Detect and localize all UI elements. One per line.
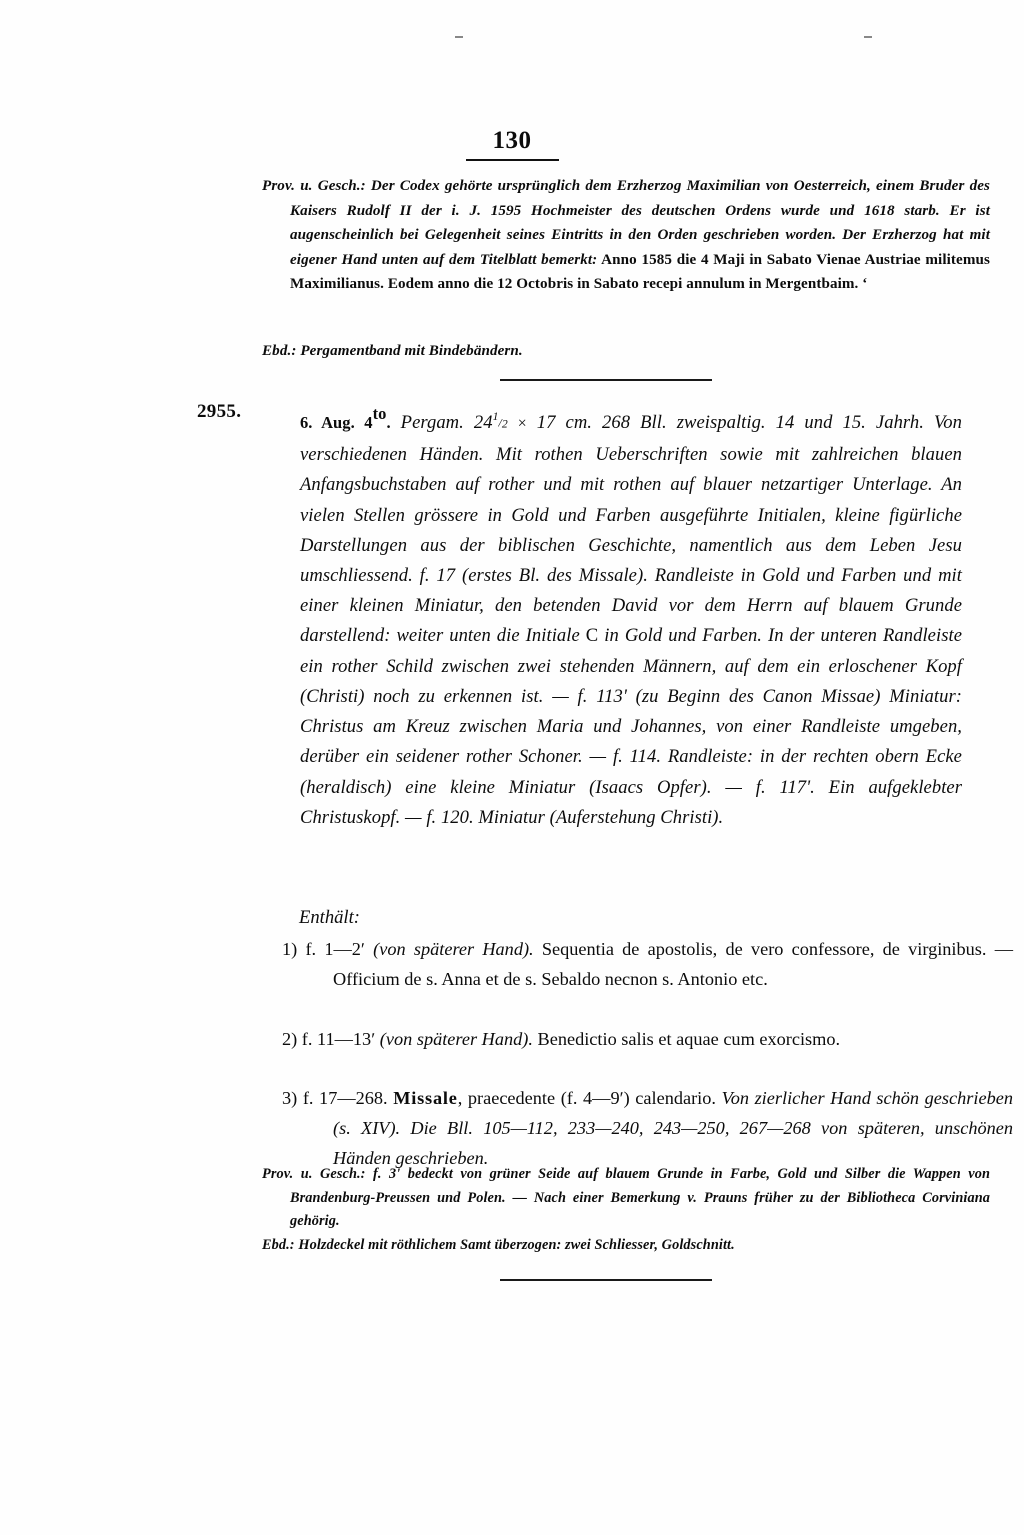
item-hand-note-2: (von späterer Hand).: [379, 1029, 533, 1049]
entry-material-dimensions: Pergam. 24: [400, 412, 493, 434]
item-folio-range-3: f. 17—268.: [297, 1088, 394, 1108]
item-body-italic-3: Von zierlicher Hand schön geschrieben (s. XIV). Die Bll. 105—112, 233—240, 243—250, 267—268 von späteren, unschönen Händen geschrieben.: [333, 1088, 1013, 1168]
contents-item-3: [282, 1084, 1013, 1173]
page-number-container: [0, 128, 1024, 156]
contents-item-2: [282, 1025, 1013, 1055]
item-body-roman-3: , praecedente (f. 4—9ʹ) calendario.: [457, 1088, 722, 1108]
binding-label-bottom: Ebd.:: [262, 1237, 295, 1253]
provenance-label-top: Prov. u. Gesch.:: [262, 178, 366, 194]
item-folio-range-2: f. 11—13ʹ: [297, 1029, 380, 1049]
scan-speckle: [455, 36, 463, 38]
entry-date-label: 6. Aug. 4: [300, 413, 373, 433]
item-folio-range-1: f. 1—2ʹ: [297, 939, 374, 959]
provenance-label-bottom: Prov. u. Gesch.:: [262, 1166, 366, 1182]
item-hand-note-1: (von späterer Hand).: [373, 939, 534, 959]
item-title-missale: Missale: [393, 1088, 458, 1108]
entry-description-cont: in Gold und Farben. In der unteren Randleiste ein rother Schild zwischen zwei stehenden Männern, auf dem ein erloschener Kopf (Christi) noch zu erkennen ist. — f. 113ʹ (zu Beginn des Canon Missae) Miniatur: Christus am Kreuz zwischen Maria und Johannes, von einer Randleiste umgeben, derüber ein seidener rother Schoner. — f. 114. Randleiste: in der rechten obern Ecke (heraldisch) eine kleine Miniatur (Isaacs Opfer). — f. 117ʹ. Ein aufgeklebter Christuskopf. — f. 120. Miniatur (Auferstehung Christi).: [300, 625, 962, 828]
scan-speckle: [864, 36, 872, 38]
item-body-1: Sequentia de apostolis, de vero confessore, de virginibus. — Officium de s. Anna et de s. Sebaldo necnon s. Antonio etc.: [333, 939, 1013, 989]
catalog-entry-description: [300, 399, 962, 833]
binding-text-bottom: Holzdeckel mit röthlichem Samt überzogen: zwei Schliesser, Goldschnitt.: [294, 1237, 735, 1253]
binding-label-top: Ebd.:: [262, 343, 297, 359]
section-divider-top: [500, 379, 712, 381]
fraction-denominator: 2: [501, 418, 508, 432]
item-marker-1: 1): [282, 939, 298, 959]
provenance-roman-text-top: Anno 1585 die 4 Maji in Sabato Vienae Austriae militemus Maximilianus. Eodem anno die 12 Octobris in Sabato recepi annulum in Mergentbaim. ʻ: [290, 251, 990, 293]
item-body-2: Benedictio salis et aquae cum exorcismo.: [532, 1029, 841, 1049]
entry-initial-letter: C: [585, 625, 599, 647]
provenance-note-bottom: [262, 1163, 990, 1234]
fraction-half: 1/2: [492, 410, 508, 432]
entry-date-period: .: [386, 413, 391, 433]
catalog-entry-number: 2955.: [197, 401, 242, 422]
binding-text-top: Pergamentband mit Bindebändern.: [296, 343, 523, 359]
provenance-text-bottom: f. 3ʹ bedeckt von grüner Seide auf blauem Grunde in Farbe, Gold und Silber die Wappen von Brandenburg-Preussen und Polen. — Nach einer Bemerkung v. Prauns früher zu der Bibliotheca Corviniana gehörig.: [290, 1166, 990, 1229]
contents-item-1: [282, 935, 1013, 995]
section-divider-bottom: [500, 1279, 712, 1281]
contents-label: Enthält:: [299, 907, 360, 928]
entry-format-superscript: to: [372, 404, 387, 423]
binding-note-top: [262, 339, 962, 364]
item-marker-2: 2): [282, 1029, 298, 1049]
provenance-note-top: [262, 174, 990, 297]
fraction-numerator: 1: [492, 410, 499, 424]
page-number: 130: [492, 127, 532, 154]
multiplication-sign: ×: [517, 415, 527, 433]
binding-note-bottom: [262, 1234, 962, 1258]
item-marker-3: 3): [282, 1088, 298, 1108]
provenance-italic-text-top: Der Codex gehörte ursprünglich dem Erzherzog Maximilian von Oesterreich, einem Bruder des Kaisers Rudolf II der i. J. 1595 Hochmeister des deutschen Ordens wurde und 1618 starb. Er ist augenscheinlich bei Gelegenheit seines Eintritts in den Orden geschrieben worden. Der Erzherzog hat mit eigener Hand unten auf dem Titelblatt bemerkt:: [290, 178, 990, 268]
entry-description-main: 17 cm. 268 Bll. zweispaltig. 14 und 15. Jahrh. Von verschiedenen Händen. Mit rothen Ueberschriften sowie mit zahlreichen blauen Anfangsbuchstaben auf rother und mit rothen auf blauer netzartiger Unterlage. An vielen Stellen grössere in Gold und Farben ausgeführte Initialen, kleine figürliche Darstellungen aus der biblischen Geschichte, namentlich aus dem Leben Jesu umschliessend. f. 17 (erstes Bl. des Missale). Randleiste in Gold und Farben und mit einer kleinen Miniatur, den betenden David vor dem Herrn auf blauem Grunde darstellend: weiter unten die Initiale: [300, 412, 962, 647]
